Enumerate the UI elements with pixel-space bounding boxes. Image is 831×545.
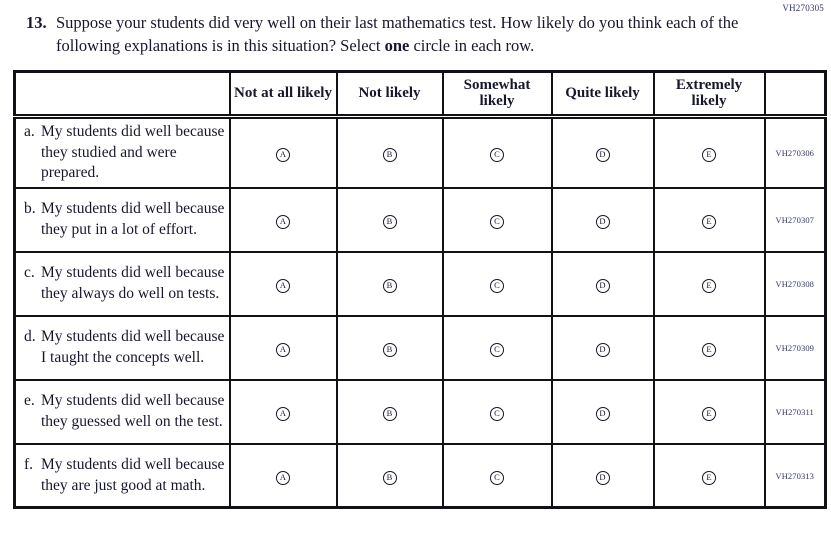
option-cell <box>230 316 337 380</box>
option-e-circle[interactable]: E <box>702 148 716 162</box>
option-e-circle[interactable]: E <box>702 215 716 229</box>
option-d-circle[interactable]: D <box>596 279 610 293</box>
row-letter: e. <box>24 392 35 410</box>
option-cell <box>230 188 337 252</box>
option-d-circle[interactable]: D <box>596 471 610 485</box>
option-cell <box>552 117 654 188</box>
option-cell <box>230 252 337 316</box>
row-statement: My students did well because they put in a lot of effort. <box>41 200 225 238</box>
statement-cell <box>15 188 230 252</box>
row-accession-code: VH270306 <box>765 117 826 188</box>
accession-code-top: VH270305 <box>782 3 824 13</box>
option-cell <box>443 188 552 252</box>
option-a-circle[interactable]: A <box>276 407 290 421</box>
option-d-circle[interactable]: D <box>596 148 610 162</box>
option-b-circle[interactable]: B <box>383 215 397 229</box>
option-cell <box>337 188 443 252</box>
option-b-circle[interactable]: B <box>383 279 397 293</box>
table-row-d <box>15 316 826 380</box>
option-cell <box>654 380 765 444</box>
option-cell <box>443 252 552 316</box>
row-accession-code: VH270309 <box>765 316 826 380</box>
question-bold-word: one <box>384 35 410 55</box>
row-accession-code: VH270313 <box>765 444 826 508</box>
header-row <box>15 71 826 117</box>
option-a-circle[interactable]: A <box>276 471 290 485</box>
statement-cell <box>15 117 230 188</box>
option-d-circle[interactable]: D <box>596 407 610 421</box>
row-statement: My students did well because I taught the concepts well. <box>41 328 225 366</box>
col-header-not-likely: Not likely <box>337 71 443 117</box>
option-e-circle[interactable]: E <box>702 407 716 421</box>
option-cell <box>230 117 337 188</box>
option-cell <box>654 444 765 508</box>
statement-cell <box>15 316 230 380</box>
option-c-circle[interactable]: C <box>490 471 504 485</box>
option-cell <box>552 252 654 316</box>
option-cell <box>443 117 552 188</box>
option-cell <box>337 252 443 316</box>
option-c-circle[interactable]: C <box>490 215 504 229</box>
option-cell <box>443 316 552 380</box>
statement-cell <box>15 444 230 508</box>
row-statement: My students did well because they guessed well on the test. <box>41 392 225 430</box>
option-b-circle[interactable]: B <box>383 148 397 162</box>
option-e-circle[interactable]: E <box>702 343 716 357</box>
option-a-circle[interactable]: A <box>276 343 290 357</box>
question-text-after: circle in each row. <box>409 35 535 55</box>
question-text <box>56 12 756 58</box>
option-a-circle[interactable]: A <box>276 148 290 162</box>
option-cell <box>443 380 552 444</box>
col-header-not-at-all-likely: Not at all likely <box>230 71 337 117</box>
table-row-b <box>15 188 826 252</box>
question-text-before: Suppose your students did very well on their last mathematics test. How likely do you think each of the following explanations is in this situation? Select <box>56 13 739 55</box>
row-letter: f. <box>24 456 34 474</box>
option-a-circle[interactable]: A <box>276 279 290 293</box>
option-cell <box>654 117 765 188</box>
header-empty-statement <box>15 71 230 117</box>
option-cell <box>230 444 337 508</box>
row-letter: b. <box>24 200 36 218</box>
option-cell <box>337 380 443 444</box>
statement-cell <box>15 252 230 316</box>
option-cell <box>552 188 654 252</box>
table-row-c <box>15 252 826 316</box>
row-statement: My students did well because they studied and were prepared. <box>41 123 225 182</box>
option-cell <box>654 316 765 380</box>
option-cell <box>552 444 654 508</box>
option-cell <box>337 316 443 380</box>
option-c-circle[interactable]: C <box>490 279 504 293</box>
option-b-circle[interactable]: B <box>383 471 397 485</box>
row-statement: My students did well because they are just good at math. <box>41 456 225 494</box>
row-letter: d. <box>24 328 36 346</box>
option-e-circle[interactable]: E <box>702 471 716 485</box>
option-c-circle[interactable]: C <box>490 148 504 162</box>
option-cell <box>337 117 443 188</box>
option-cell <box>443 444 552 508</box>
question-number: 13. <box>26 13 47 32</box>
row-letter: c. <box>24 264 35 282</box>
table-row-e <box>15 380 826 444</box>
likert-table <box>13 70 827 510</box>
col-header-somewhat-likely: Somewhat likely <box>443 71 552 117</box>
table-row-a <box>15 117 826 188</box>
col-header-extremely-likely: Extremely likely <box>654 71 765 117</box>
option-cell <box>654 188 765 252</box>
row-accession-code: VH270307 <box>765 188 826 252</box>
option-cell <box>230 380 337 444</box>
option-c-circle[interactable]: C <box>490 343 504 357</box>
option-e-circle[interactable]: E <box>702 279 716 293</box>
option-c-circle[interactable]: C <box>490 407 504 421</box>
header-empty-code <box>765 71 826 117</box>
row-statement: My students did well because they always do well on tests. <box>41 264 225 302</box>
option-d-circle[interactable]: D <box>596 215 610 229</box>
table-row-f <box>15 444 826 508</box>
option-cell <box>337 444 443 508</box>
row-accession-code: VH270308 <box>765 252 826 316</box>
option-a-circle[interactable]: A <box>276 215 290 229</box>
option-cell <box>654 252 765 316</box>
option-d-circle[interactable]: D <box>596 343 610 357</box>
row-accession-code: VH270311 <box>765 380 826 444</box>
row-letter: a. <box>24 123 35 141</box>
option-b-circle[interactable]: B <box>383 343 397 357</box>
option-cell <box>552 380 654 444</box>
option-b-circle[interactable]: B <box>383 407 397 421</box>
col-header-quite-likely: Quite likely <box>552 71 654 117</box>
question-block <box>0 0 831 58</box>
option-cell <box>552 316 654 380</box>
statement-cell <box>15 380 230 444</box>
